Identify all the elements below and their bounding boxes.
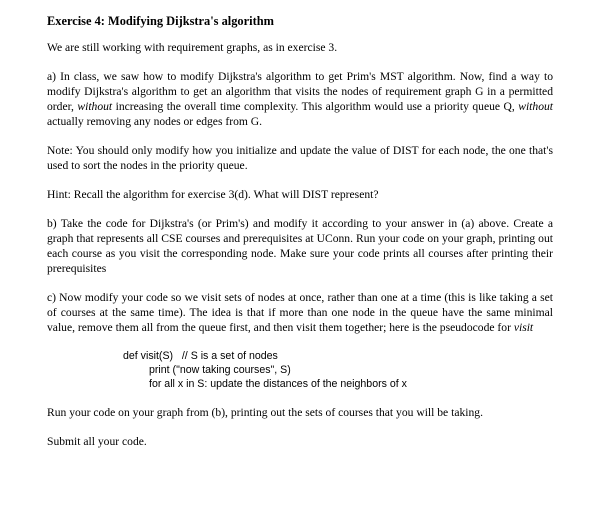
pseudocode-block — [123, 349, 553, 391]
exercise-document — [47, 14, 553, 463]
part-a-text-1: a) In class, we saw how to modify Dijkstra's algorithm to get Prim's MST algorithm. Now, find a way to modify Dijkstra's algorithm to get an algorithm that visits the nodes of requirement graph G in a permitted order, — [47, 70, 553, 113]
part-a-emphasis-2: without — [518, 100, 554, 113]
part-b-paragraph: b) Take the code for Dijkstra's (or Prim's) and modify it according to your answer in (a) above. Create a graph that represents all CSE courses and prerequisites at UConn. Run your code on your graph, printing out each course as you visit the corresponding node. Make sure your code prints all courses after printing their prerequisites — [47, 217, 553, 275]
part-c-text: c) Now modify your code so we visit sets of nodes at once, rather than one at a time (this is like taking a set of courses at the same time). The idea is that if more than one node in the queue have the same minimal value, remove them all from the queue first, and then visit them together; here is the pseudocode for — [47, 291, 553, 334]
part-c-paragraph — [47, 290, 553, 335]
run-paragraph: Run your code on your graph from (b), printing out the sets of courses that you will be taking. — [47, 406, 483, 419]
part-a-emphasis-1: without — [77, 100, 113, 113]
note-paragraph: Note: You should only modify how you initialize and update the value of DIST for each node, the one that's used to sort the nodes in the priority queue. — [47, 144, 553, 172]
submit-paragraph: Submit all your code. — [47, 435, 147, 448]
part-c-emphasis: visit — [513, 321, 534, 334]
pseudocode-line-2: print ("now taking courses", S) — [149, 364, 291, 376]
part-a-text-3: actually removing any nodes or edges from G. — [47, 115, 263, 128]
part-a-text-2: increasing the overall time complexity. This algorithm would use a priority queue Q, — [112, 100, 519, 113]
part-a-paragraph — [47, 69, 553, 129]
intro-paragraph: We are still working with requirement graphs, as in exercise 3. — [47, 41, 338, 54]
exercise-title: Exercise 4: Modifying Dijkstra's algorithm — [47, 14, 274, 28]
hint-paragraph: Hint: Recall the algorithm for exercise 3(d). What will DIST represent? — [47, 188, 379, 201]
pseudocode-line-3: for all x in S: update the distances of the neighbors of x — [149, 378, 407, 390]
pseudocode-line-1: def visit(S) // S is a set of nodes — [123, 350, 278, 362]
